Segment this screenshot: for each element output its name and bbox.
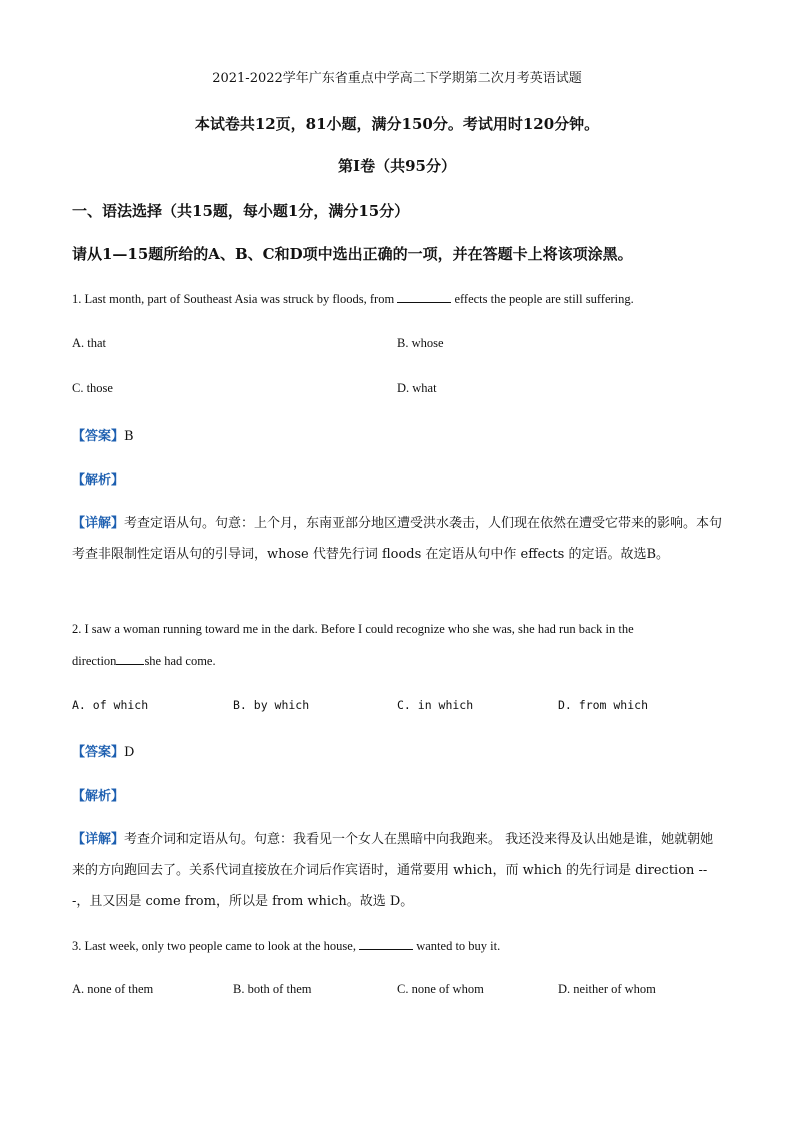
analysis-label: 【解析】 (72, 789, 125, 804)
question-1-blank (397, 291, 451, 303)
analysis-label: 【解析】 (72, 473, 125, 488)
question-1-stem-end: effects the people are still suffering. (451, 292, 634, 306)
question-2-answer (72, 741, 134, 760)
question-3-stem-end: wanted to buy it. (413, 939, 501, 953)
question-1-option-d[interactable]: D. what (397, 381, 437, 395)
question-2-answer-value: D (124, 745, 135, 760)
detail-label: 【详解】 (72, 832, 125, 847)
question-1-answer-value: B (124, 429, 134, 444)
question-3-blank (359, 938, 413, 950)
question-2-blank (116, 653, 144, 665)
question-3-stem (72, 938, 722, 954)
question-1-option-c[interactable]: C. those (72, 381, 113, 395)
section-heading: 一、语法选择（共15题，每小题1分，满分15分） (72, 202, 410, 220)
question-2-option-c[interactable]: C. in which (397, 698, 474, 712)
question-3-option-c[interactable]: C. none of whom (397, 982, 484, 996)
question-1-stem-start: 1. Last month, part of Southeast Asia was struck by floods, from (72, 292, 398, 306)
question-3-option-b[interactable]: B. both of them (233, 982, 312, 996)
question-1-detail (72, 508, 724, 570)
question-2-stem-line-1: 2. I saw a woman running toward me in the dark. Before I could recognize who she was, she had run back in the (72, 622, 634, 636)
question-1-option-b[interactable]: B. whose (397, 336, 444, 350)
exam-title: 2021-2022学年广东省重点中学高二下学期第二次月考英语试题 (212, 71, 582, 86)
question-2-option-a[interactable]: A. of which (72, 698, 149, 712)
question-1-option-a[interactable]: A. that (72, 336, 107, 350)
question-3-option-d[interactable]: D. neither of whom (558, 982, 656, 996)
answer-label: 【答案】 (72, 745, 125, 760)
question-1-detail-text: 考查定语从句。句意：上个月，东南亚部分地区遭受洪水袭击，人们现在依然在遭受它带来的影响。本句考查非限制性定语从句的引导词，whose 代替先行词 floods 在定语从句中作 effects 的定语。故选B。 (72, 516, 723, 562)
question-3-stem-start: 3. Last week, only two people came to look at the house, (72, 939, 360, 953)
answer-label: 【答案】 (72, 429, 125, 444)
section-instruction: 请从1—15题所给的A、B、C和D项中选出正确的一项，并在答题卡上将该项涂黑。 (72, 245, 633, 263)
part-heading: 第I卷（共95分） (338, 157, 456, 175)
exam-info: 本试卷共12页，81小题，满分150分。考试用时120分钟。 (194, 115, 600, 133)
question-2-detail-text: 考查介词和定语从句。句意：我看见一个女人在黑暗中向我跑来。 我还没来得及认出她是谁，她就朝她来的方向跑回去了。关系代词直接放在介词后作宾语时，通常要用 which，而 which 的先行词是 direction ---，且又因是 come from，所以是 from which。故选 D。 (72, 832, 714, 909)
question-2-option-b[interactable]: B. by which (233, 698, 310, 712)
question-1-stem (72, 291, 722, 307)
detail-label: 【详解】 (72, 516, 125, 531)
question-2-stem-line-2 (72, 653, 722, 669)
question-1-answer (72, 425, 134, 444)
question-1-analysis (72, 469, 124, 488)
question-2-stem-start: direction (72, 654, 117, 668)
question-2-analysis (72, 785, 124, 804)
question-3-option-a[interactable]: A. none of them (72, 982, 154, 996)
question-2-option-d[interactable]: D. from which (558, 698, 649, 712)
question-2-detail (72, 824, 724, 917)
question-2-stem-end: she had come. (144, 654, 216, 668)
